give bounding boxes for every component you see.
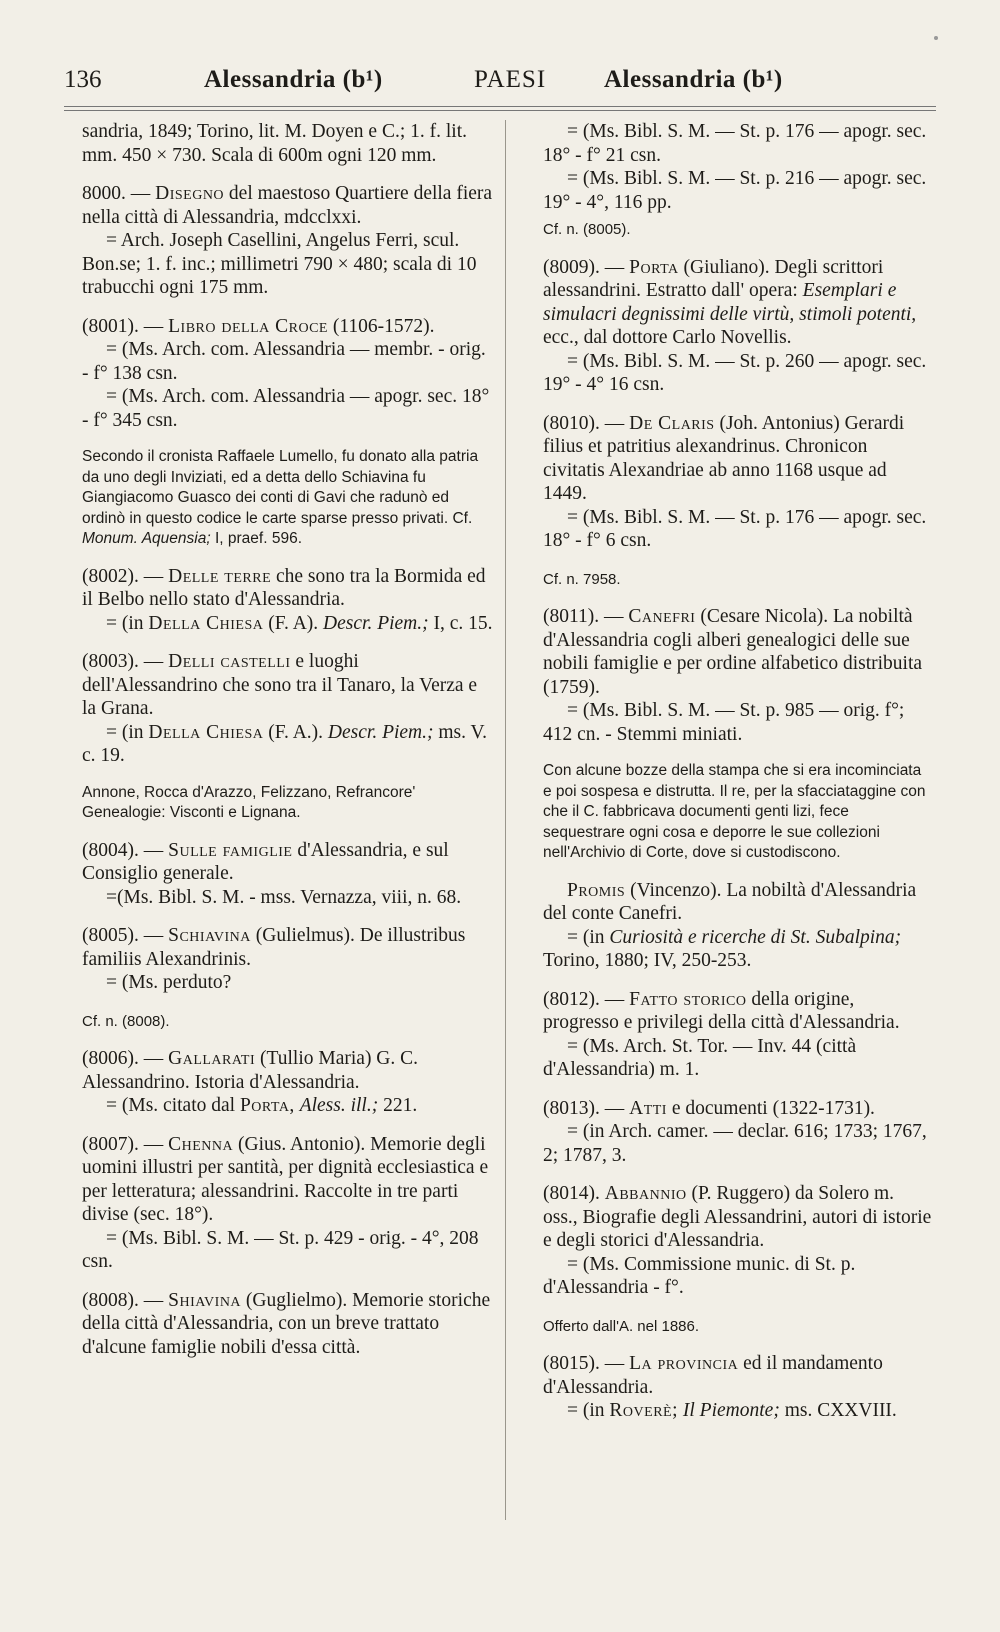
entry-8006 (82, 1047, 494, 1118)
entry-location: = (Ms. citato dal Porta, Aless. ill.; 221. (106, 1095, 418, 1116)
dash: — (604, 1097, 625, 1119)
entry-location: = (Ms. Commissione munic. di St. p. d'Alessandria - f°. (543, 1253, 856, 1298)
entry-number: (8004). (82, 839, 139, 861)
column-divider (505, 120, 506, 1520)
entry-8015 (543, 1352, 933, 1423)
entry-number: (8002). (82, 565, 139, 587)
entry-heading: Promis (567, 879, 626, 901)
entry-heading: Porta (629, 256, 679, 278)
dash: — (143, 1289, 164, 1311)
header-rule (64, 106, 936, 107)
running-header (64, 62, 936, 102)
entry-number: (8010). (543, 412, 600, 434)
cross-reference: Cf. n. 7958. (543, 570, 621, 588)
cross-reference: Cf. n. (8008). (82, 1012, 170, 1030)
entry-location: = (Ms. Bibl. S. M. — St. p. 176 — apogr. sec. 18° - f° 6 csn. (543, 506, 927, 551)
entry-text: ecc., dal dottore Carlo Novellis. (543, 327, 792, 348)
entry-text: sandria, 1849; Torino, lit. M. Doyen e C.; 1. f. lit. mm. 450 × 730. Scala di 600m ogni 120 mm. (82, 121, 467, 166)
entry-8009 (543, 256, 933, 397)
page-number: 136 (64, 66, 102, 93)
entry-location: = (in Roverè; Il Piemonte; ms. CXXVIII. (567, 1400, 897, 1421)
entry-number: (8012). (543, 988, 600, 1010)
entry-text: (P. Ruggero) da Solero m. oss., Biografie degli Alessandrini, autori di istorie e degli storici d'Alessandria. (543, 1183, 932, 1251)
entry-number: (8001). (82, 315, 139, 337)
note-8001 (82, 447, 494, 550)
header-left-title: Alessandria (b¹) (204, 66, 383, 93)
entry-number: (8003). (82, 651, 139, 672)
entry-location: = (Ms. Bibl. S. M. — St. p. 985 — orig. f°; 412 cn. - Stemmi miniati. (543, 700, 905, 745)
header-right-title: Alessandria (b¹) (604, 66, 783, 93)
entry-location: = (Ms. Bibl. S. M. — St. p. 260 — apogr. sec. 19° - 4° 16 csn. (543, 350, 927, 395)
entry-text: d'Alessandria, e sul Consiglio generale. (82, 839, 449, 884)
entry-continuation (543, 120, 933, 214)
entry-text: (Joh. Antonius) Gerardi filius et patritius alexandrinus. Chronicon civitatis Alexandriae ab anno 1168 usque ad 1449. (543, 412, 905, 504)
entry-text: del maestoso Quartiere della fiera nella città di Alessandria, mdcclxxi. (82, 183, 493, 228)
entry-number: (8006). (82, 1048, 139, 1069)
entry-heading: Fatto storico (629, 988, 747, 1010)
note-text: I, praef. 596. (214, 530, 303, 547)
header-center-title: PAESI (474, 66, 547, 93)
dash: — (604, 412, 625, 434)
entry-location: = (Ms. Arch. com. Alessandria — membr. - orig. - f° 138 csn. (82, 339, 486, 384)
note-8014: Offerto dall'A. nel 1886. (543, 1317, 700, 1335)
entry-heading: Delli castelli (168, 651, 291, 672)
note-citation: Monum. Aquensia; (82, 530, 211, 547)
entry-continuation (82, 120, 494, 167)
entry-number: (8009). (543, 256, 600, 278)
entry-heading: Shiavina (168, 1289, 242, 1311)
cross-reference: Cf. n. (8005). (543, 221, 631, 238)
dash: — (143, 839, 164, 861)
entry-text: che sono tra la Bormida ed il Belbo nello stato d'Alessandria. (82, 565, 486, 610)
note-8003: Annone, Rocca d'Arazzo, Felizzano, Refrancore' Genealogie: Visconti e Lignana. (82, 783, 416, 821)
entry-location: = (Ms. perduto? (106, 972, 232, 993)
dash: — (143, 315, 164, 337)
dash: — (143, 565, 164, 587)
entry-text: (1106-1572). (332, 315, 435, 337)
entry-location: =(Ms. Bibl. S. M. - mss. Vernazza, viii, n. 68. (106, 886, 462, 908)
entry-8007 (82, 1133, 494, 1274)
entry-location: = (Ms. Arch. com. Alessandria — apogr. sec. 18° - f° 345 csn. (82, 386, 490, 431)
dash: — (604, 606, 624, 627)
entry-heading: Delle terre (168, 565, 272, 587)
dash: — (604, 256, 625, 278)
entry-text: (Guglielmo). Memorie storiche della città d'Alessandria, con un breve trattato d'alcune famiglie nobili d'essa città. (82, 1289, 491, 1358)
dash: — (143, 925, 164, 946)
note-8011: Con alcune bozze della stampa che si era incominciata e poi sospesa e distrutta. Il re, per la sfacciataggine con che il C. fabbricava documenti genti lizi, fece sequestrare ogni cosa e deporre le sue collezioni nell'Archivio di Corte, dove si custodiscono. (543, 762, 926, 861)
entry-text: (Vincenzo). La nobiltà d'Alessandria del conte Canefri. (543, 879, 917, 924)
entry-8001 (82, 315, 494, 433)
entry-text: (Giuliano). Degli scrittori alessandrini. Estratto dall' opera: (543, 256, 884, 301)
note-text: Secondo il cronista Raffaele Lumello, fu donato alla patria da uno degli Inviziati, ed a detta dello Schiavina fu Giangiacomo Guasco dei conti di Gavi che radunò ed ordinò in questo codice le carte sparse presso privati. Cf. (82, 448, 479, 527)
entry-number: (8007). (82, 1133, 139, 1155)
entry-location: = Arch. Joseph Casellini, Angelus Ferri, scul. Bon.se; 1. f. inc.; millimetri 790 × 480; scala di 10 trabucchi ogni 175 mm. (82, 230, 477, 298)
entry-text: e documenti (1322-1731). (671, 1097, 875, 1119)
entry-number: (8015). (543, 1353, 600, 1374)
header-rule-double (64, 110, 936, 111)
entry-heading: Disegno (155, 183, 225, 204)
entry-heading: Libro della Croce (168, 315, 328, 337)
entry-number: (8013). (543, 1097, 600, 1119)
entry-8008 (82, 1289, 494, 1360)
entry-location: = (in Della Chiesa (F. A). Descr. Piem.; I, c. 15. (106, 612, 493, 634)
entry-8012 (543, 988, 933, 1082)
entry-location: = (in Curiosità e ricerche di St. Subalpina; Torino, 1880; IV, 250-253. (543, 926, 902, 971)
dash: — (604, 1353, 625, 1374)
entry-number: (8011). (543, 606, 600, 627)
entry-heading: Chenna (168, 1133, 234, 1155)
entry-location: = (Ms. Bibl. S. M. — St. p. 176 — apogr. sec. 18° - f° 21 csn. (543, 121, 927, 166)
dash: — (143, 651, 164, 672)
entry-location: = (in Della Chiesa (F. A.). Descr. Piem.; ms. V. c. 19. (82, 721, 487, 766)
entry-number: 8000. (82, 183, 126, 204)
entry-location: = (Ms. Arch. St. Tor. — Inv. 44 (città d'Alessandria) m. 1. (543, 1035, 857, 1080)
entry-heading: De Claris (629, 412, 715, 434)
entry-8000 (82, 182, 494, 300)
entry-heading: Abbannio (604, 1183, 687, 1204)
entry-heading: Atti (629, 1097, 667, 1119)
entry-number: (8014). (543, 1183, 600, 1204)
entry-heading: Sulle famiglie (168, 839, 293, 861)
dash: — (604, 988, 625, 1010)
entry-heading: Canefri (628, 606, 696, 627)
entry-text: ed il mandamento d'Alessandria. (543, 1353, 883, 1398)
entry-title: Esemplari e simulacri degnissimi delle virtù, stimoli potenti, (543, 280, 917, 325)
entry-number: (8008). (82, 1289, 139, 1311)
page-speck (934, 36, 938, 40)
dash: — (143, 1048, 164, 1069)
entry-text: (Gius. Antonio). Memorie degli uomini illustri per santità, per dignità ecclesiastica e per letteratura; alessandrini. Raccolte in tre parti divise (sec. 18°). (82, 1133, 489, 1225)
entry-8002 (82, 565, 494, 636)
entry-text: (Cesare Nicola). La nobiltà d'Alessandria cogli alberi genealogici delle sue nobili famiglie e per ordine alfabetico distribuita (1759). (543, 606, 923, 698)
entry-8013 (543, 1097, 933, 1168)
entry-number: (8005). (82, 925, 139, 946)
entry-location: = (Ms. Bibl. S. M. — St. p. 429 - orig. - 4°, 208 csn. (82, 1227, 479, 1272)
entry-8005 (82, 924, 494, 995)
entry-heading: Gallarati (168, 1048, 256, 1069)
entry-text: e luoghi dell'Alessandrino che sono tra il Tanaro, la Verza e la Grana. (82, 651, 478, 719)
entry-8011 (543, 605, 933, 746)
entry-location: = (in Arch. camer. — declar. 616; 1733; 1767, 2; 1787, 3. (543, 1121, 927, 1166)
right-column (543, 120, 933, 1438)
dash: — (143, 1133, 164, 1155)
entry-promis (543, 879, 933, 973)
left-column (82, 120, 494, 1374)
entry-location: = (Ms. Bibl. S. M. — St. p. 216 — apogr. sec. 19° - 4°, 116 pp. (543, 168, 927, 213)
dash: — (130, 183, 151, 204)
entry-text: (Gulielmus). De illustribus familiis Alexandrinis. (82, 925, 466, 970)
entry-heading: Schiavina (168, 925, 251, 946)
entry-8014 (543, 1182, 933, 1300)
entry-8010 (543, 412, 933, 553)
entry-text: (Tullio Maria) G. C. Alessandrino. Istoria d'Alessandria. (82, 1048, 419, 1093)
entry-8003 (82, 650, 494, 768)
entry-8004 (82, 839, 494, 910)
entry-heading: La provincia (629, 1353, 739, 1374)
entry-text: della origine, progresso e privilegi della città d'Alessandria. (543, 988, 900, 1033)
